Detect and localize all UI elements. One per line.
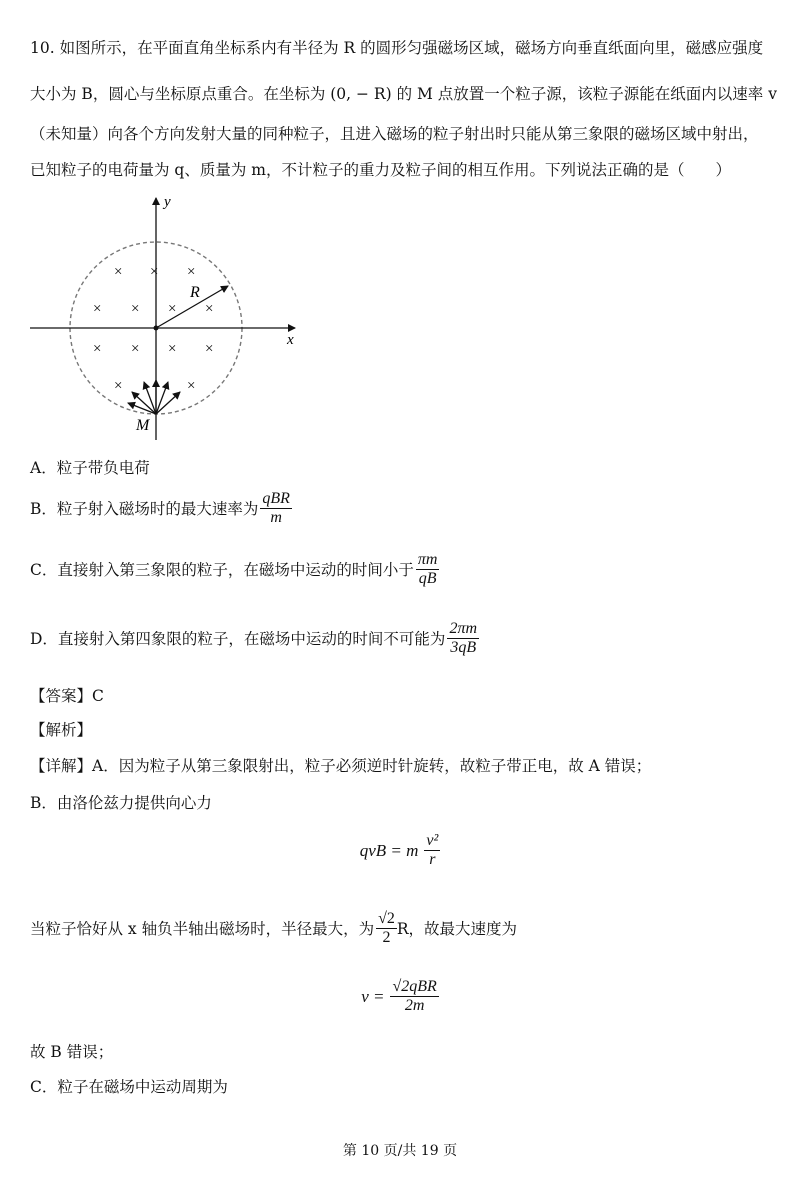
answer-label: 【答案】C <box>30 687 104 705</box>
option-b <box>30 490 292 527</box>
b-max-text-post: R，故最大速度为 <box>396 919 518 938</box>
analysis-label: 【解析】 <box>30 721 93 739</box>
field-mark: × <box>187 378 196 394</box>
fraction-numerator: πm <box>417 551 438 568</box>
fraction-denominator: 3qB <box>450 639 477 656</box>
equation-lorentz <box>0 832 800 869</box>
fraction-numerator: √2 <box>378 910 395 927</box>
field-mark: × <box>93 301 102 317</box>
equation-fraction <box>390 978 438 1015</box>
fraction-denominator: qB <box>418 570 437 587</box>
emission-arrows <box>128 380 180 414</box>
fraction-denominator: r <box>429 851 436 868</box>
field-mark: × <box>150 264 159 280</box>
option-b-fraction <box>260 490 292 527</box>
question-line-1: 10. 如图所示，在平面直角坐标系内有半径为 R 的圆形匀强磁场区域，磁场方向垂直纸面向里，磁感应强度 <box>30 39 764 57</box>
x-axis-label: x <box>287 332 294 348</box>
field-mark: × <box>131 341 140 357</box>
option-d-fraction <box>447 620 479 657</box>
equation-left: v = <box>361 986 385 1006</box>
field-mark: × <box>131 301 140 317</box>
magnetic-field-figure <box>25 190 310 440</box>
field-mark: × <box>187 264 196 280</box>
fraction-numerator: v² <box>426 832 439 849</box>
page-footer: 第 10 页/共 19 页 <box>342 1143 458 1159</box>
radius-label: R <box>190 284 200 301</box>
field-mark: × <box>114 378 123 394</box>
b-max-fraction <box>376 910 397 947</box>
option-c-text: C．直接射入第三象限的粒子，在磁场中运动的时间小于 <box>30 560 414 579</box>
fraction-denominator: 2 <box>382 929 391 946</box>
equation-left: qvB = m <box>359 840 419 860</box>
c-intro: C．粒子在磁场中运动周期为 <box>30 1078 228 1096</box>
field-mark: × <box>168 341 177 357</box>
equation-fraction <box>424 832 440 869</box>
fraction-denominator: m <box>270 509 282 526</box>
detail-a: 【详解】A．因为粒子从第三象限射出，粒子必须逆时针旋转，故粒子带正电，故 A 错误； <box>30 757 652 775</box>
b-max-text: 当粒子恰好从 x 轴负半轴出磁场时，半径最大，为 <box>30 919 375 938</box>
option-d <box>30 620 479 657</box>
option-b-text: B．粒子射入磁场时的最大速率为 <box>30 499 259 518</box>
fraction-numerator: 2πm <box>449 620 478 637</box>
equation-max-speed <box>0 978 800 1015</box>
question-line-3: （未知量）向各个方向发射大量的同种粒子，且进入磁场的粒子射出时只能从第三象限的磁场区域中射出， <box>30 125 759 143</box>
fraction-denominator: 2m <box>404 997 425 1014</box>
b-max-radius <box>30 910 517 947</box>
fraction-numerator: qBR <box>262 490 290 507</box>
field-mark: × <box>168 301 177 317</box>
field-mark: × <box>93 341 102 357</box>
option-a: A．粒子带负电荷 <box>30 459 150 477</box>
option-d-text: D．直接射入第四象限的粒子，在磁场中运动的时间不可能为 <box>30 629 446 648</box>
field-mark: × <box>205 301 214 317</box>
point-m-label: M <box>136 417 150 434</box>
question-line-4: 已知粒子的电荷量为 q、质量为 m，不计粒子的重力及粒子间的相互作用。下列说法正确的是（ ） <box>30 161 731 179</box>
b-intro: B．由洛伦兹力提供向心力 <box>30 794 212 812</box>
option-c <box>30 551 439 588</box>
y-axis-label: y <box>164 194 171 210</box>
field-mark: × <box>114 264 123 280</box>
question-line-2: 大小为 B，圆心与坐标原点重合。在坐标为 (0, − R) 的 M 点放置一个粒子源，该粒子源能在纸面内以速率 v <box>30 85 777 103</box>
field-mark: × <box>205 341 214 357</box>
b-wrong: 故 B 错误； <box>30 1043 114 1061</box>
option-c-fraction <box>416 551 440 588</box>
fraction-numerator: √2qBR <box>392 978 437 995</box>
